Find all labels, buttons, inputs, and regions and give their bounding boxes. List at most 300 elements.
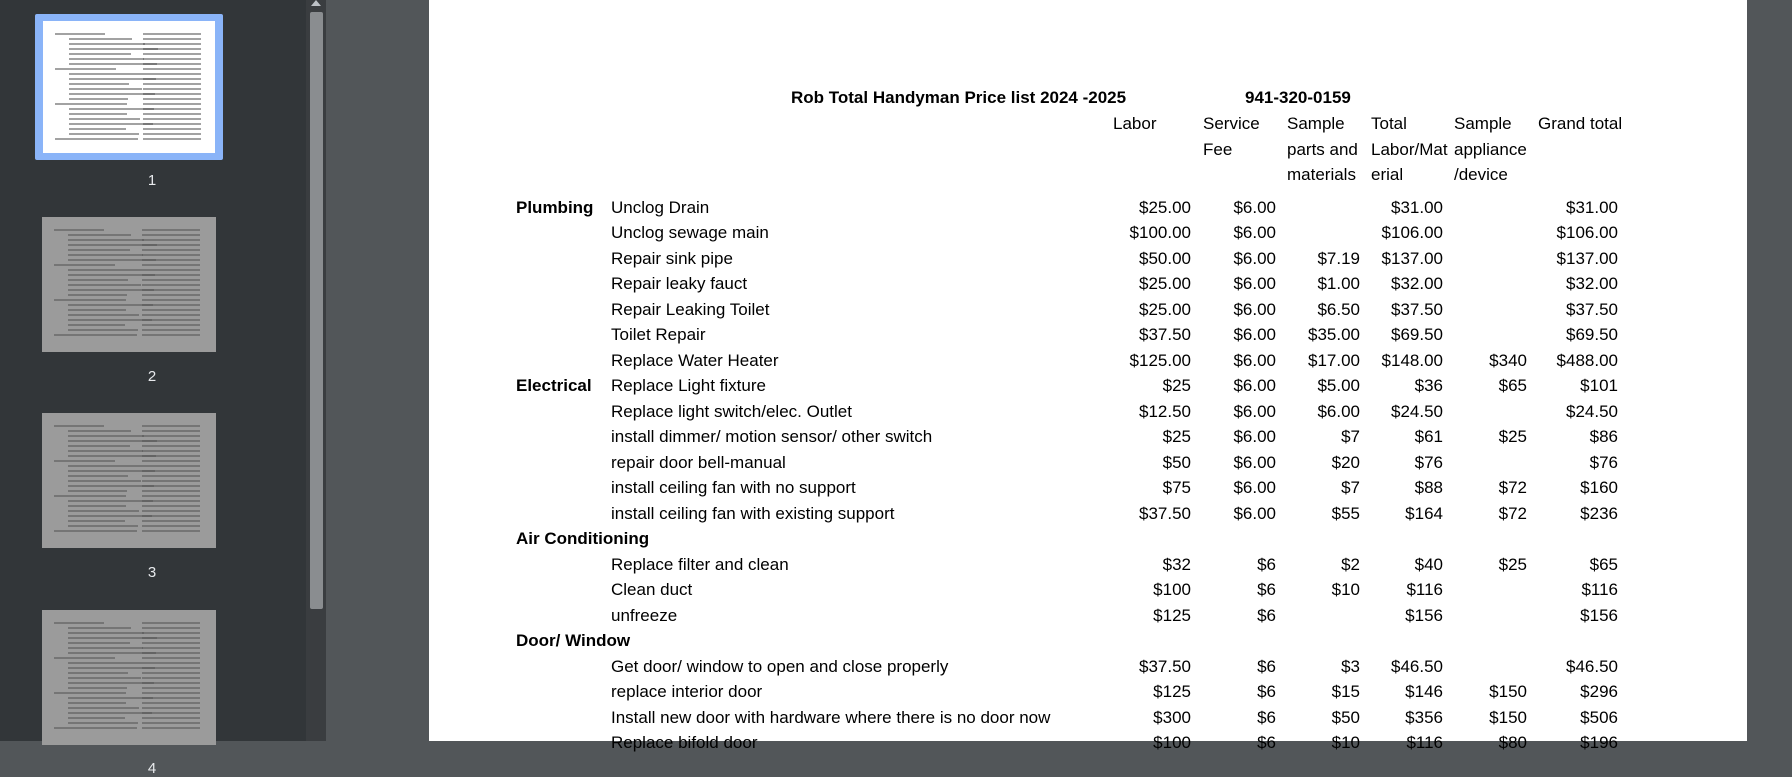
service-item: Replace light switch/elec. Outlet bbox=[611, 401, 852, 421]
thumbnail-text-line bbox=[68, 697, 153, 699]
price-cell: $6 bbox=[1257, 605, 1276, 625]
thumbnail-text-line bbox=[68, 249, 130, 251]
thumbnail-text-line bbox=[54, 334, 137, 336]
price-cell: $6.00 bbox=[1233, 376, 1276, 395]
thumbnail-text-line bbox=[142, 667, 200, 669]
thumbnail-text-line bbox=[142, 682, 200, 684]
column-header: Grand total bbox=[1538, 114, 1623, 133]
thumbnail-text-line bbox=[142, 470, 200, 472]
thumbnail-text-line bbox=[142, 289, 200, 291]
thumbnail-text-line bbox=[142, 712, 200, 714]
column-header: Service bbox=[1203, 114, 1260, 133]
price-cell: $69.50 bbox=[1391, 325, 1443, 344]
price-cell: $148.00 bbox=[1381, 350, 1443, 370]
thumbnail-text-line bbox=[68, 465, 142, 467]
price-cell: $37.50 bbox=[1566, 299, 1618, 319]
price-cell: $36 bbox=[1414, 376, 1443, 395]
price-cell: $116 bbox=[1406, 580, 1443, 599]
thumbnail-text-line bbox=[143, 138, 201, 140]
price-cell: $76 bbox=[1414, 452, 1443, 472]
thumbnail-text-line bbox=[54, 530, 137, 532]
thumbnail-text-line bbox=[142, 622, 200, 624]
thumbnail-text-line bbox=[142, 505, 200, 507]
thumbnail-text-line bbox=[143, 58, 201, 60]
phone-number: 941-320-0159 bbox=[1245, 88, 1351, 107]
thumbnail-text-line bbox=[54, 622, 104, 624]
thumbnail-text-line bbox=[68, 717, 125, 719]
thumbnail-text-line bbox=[142, 455, 200, 457]
price-cell: $5.00 bbox=[1317, 376, 1360, 395]
thumbnail-text-line bbox=[142, 269, 200, 271]
price-cell: $125.00 bbox=[1129, 350, 1191, 370]
price-cell: $6.00 bbox=[1233, 427, 1276, 446]
thumbnail-text-line bbox=[142, 284, 200, 286]
thumbnail-text-line bbox=[142, 637, 200, 639]
thumbnail-text-line bbox=[55, 68, 116, 70]
thumbnail-text-line bbox=[142, 440, 200, 442]
service-item: Repair leaky fauct bbox=[611, 274, 748, 293]
thumbnail-text-line bbox=[143, 103, 201, 105]
scrollbar-thumb[interactable] bbox=[310, 12, 323, 609]
thumbnail-text-line bbox=[143, 53, 201, 55]
thumbnail-page-image bbox=[43, 21, 215, 153]
price-cell: $10 bbox=[1331, 733, 1360, 752]
sidebar-scrollbar[interactable] bbox=[306, 0, 326, 741]
thumbnail-text-line bbox=[69, 98, 128, 100]
thumbnail-text-line bbox=[142, 647, 200, 649]
price-cell: $72 bbox=[1498, 478, 1527, 497]
thumbnail-text-line bbox=[142, 254, 200, 256]
thumbnail-text-line bbox=[142, 324, 200, 326]
thumbnail-text-line bbox=[143, 33, 201, 35]
price-cell: $25.00 bbox=[1139, 197, 1191, 217]
price-cell: $32.00 bbox=[1391, 274, 1443, 293]
column-header: erial bbox=[1371, 165, 1404, 184]
price-cell: $46.50 bbox=[1391, 656, 1443, 676]
price-cell: $15 bbox=[1331, 682, 1360, 701]
thumbnail-text-line bbox=[68, 279, 128, 281]
thumbnail-text-line bbox=[142, 687, 200, 689]
price-cell: $31.00 bbox=[1566, 197, 1618, 217]
thumbnail-text-line bbox=[69, 38, 132, 40]
price-cell: $55 bbox=[1331, 503, 1360, 523]
thumbnail-text-line bbox=[142, 234, 200, 236]
price-cell: $300 bbox=[1153, 707, 1191, 727]
thumbnail-text-line bbox=[142, 229, 200, 231]
thumbnail-text-line bbox=[54, 692, 126, 694]
thumbnail-text-line bbox=[55, 138, 138, 140]
price-cell: $6 bbox=[1257, 707, 1276, 727]
price-cell: $32 bbox=[1162, 554, 1191, 574]
thumbnail-text-line bbox=[142, 657, 200, 659]
thumbnail-text-line bbox=[68, 475, 128, 477]
thumbnail-text-line bbox=[68, 324, 125, 326]
price-cell: $6.00 bbox=[1233, 478, 1276, 497]
price-cell: $6 bbox=[1257, 682, 1276, 701]
thumbnail-text-line bbox=[142, 642, 200, 644]
thumbnail-text-line bbox=[68, 525, 138, 527]
price-cell: $100 bbox=[1153, 733, 1191, 752]
thumbnail-text-line bbox=[68, 505, 126, 507]
thumbnail-text-line bbox=[68, 309, 126, 311]
thumbnail-text-line bbox=[142, 249, 200, 251]
thumbnail-text-line bbox=[142, 460, 200, 462]
price-cell: $6 bbox=[1257, 656, 1276, 676]
price-cell: $86 bbox=[1589, 427, 1618, 446]
thumbnail-text-line bbox=[143, 93, 201, 95]
price-cell: $12.50 bbox=[1139, 401, 1191, 421]
thumbnail-text-line bbox=[54, 425, 104, 427]
price-cell: $37.50 bbox=[1139, 656, 1191, 676]
price-cell: $50 bbox=[1162, 452, 1191, 472]
thumbnail-text-line bbox=[68, 435, 144, 437]
price-cell: $10 bbox=[1331, 580, 1360, 599]
column-header: Labor/Mat bbox=[1371, 139, 1448, 159]
thumbnail-text-line bbox=[54, 264, 115, 266]
page-number-label: 3 bbox=[147, 564, 157, 581]
thumbnail-text-line bbox=[143, 88, 201, 90]
thumbnail-sidebar bbox=[0, 0, 306, 777]
scroll-up-arrow-icon[interactable] bbox=[311, 0, 321, 6]
category-label: Air Conditioning bbox=[516, 529, 650, 548]
thumbnail-text-line bbox=[68, 632, 144, 634]
price-cell: $31.00 bbox=[1391, 197, 1443, 217]
thumbnail-text-line bbox=[69, 43, 145, 45]
price-cell: $6 bbox=[1257, 733, 1276, 752]
price-cell: $6.00 bbox=[1233, 350, 1276, 370]
price-cell: $150 bbox=[1489, 682, 1527, 701]
service-item: Repair sink pipe bbox=[611, 248, 733, 268]
thumbnail-text-line bbox=[68, 445, 130, 447]
price-cell: $61 bbox=[1414, 427, 1443, 446]
thumbnail-text-line bbox=[142, 520, 200, 522]
price-cell: $6.00 bbox=[1233, 503, 1276, 523]
price-cell: $196 bbox=[1580, 733, 1618, 752]
document-title: Rob Total Handyman Price list 2024 -2025 bbox=[791, 88, 1127, 107]
thumbnail-text-line bbox=[68, 430, 131, 432]
column-header: /device bbox=[1454, 165, 1508, 184]
thumbnail-text-line bbox=[68, 662, 142, 664]
price-cell: $146 bbox=[1405, 682, 1443, 701]
thumbnail-text-line bbox=[142, 662, 200, 664]
price-cell: $46.50 bbox=[1566, 656, 1618, 676]
thumbnail-text-line bbox=[68, 314, 139, 316]
price-cell: $40 bbox=[1414, 554, 1443, 574]
thumbnail-text-line bbox=[142, 627, 200, 629]
price-cell: $106.00 bbox=[1556, 223, 1618, 242]
thumbnail-text-line bbox=[142, 279, 200, 281]
thumbnail-text-line bbox=[54, 495, 126, 497]
service-item: install ceiling fan with existing support bbox=[611, 503, 895, 523]
thumbnail-text-line bbox=[142, 304, 200, 306]
price-cell: $7 bbox=[1341, 427, 1360, 446]
thumbnail-preview[interactable] bbox=[42, 413, 216, 548]
thumbnail-text-line bbox=[69, 88, 142, 90]
price-cell: $37.50 bbox=[1139, 503, 1191, 523]
price-cell: $100 bbox=[1153, 580, 1191, 599]
thumbnail-text-line bbox=[69, 108, 154, 110]
thumbnail-text-line bbox=[142, 632, 200, 634]
price-cell: $506 bbox=[1580, 707, 1618, 727]
thumbnail-text-line bbox=[143, 98, 201, 100]
thumbnail-text-line bbox=[68, 294, 127, 296]
price-cell: $160 bbox=[1580, 478, 1618, 497]
thumbnail-text-line bbox=[143, 43, 201, 45]
price-cell: $236 bbox=[1580, 503, 1618, 523]
thumbnail-text-line bbox=[142, 294, 200, 296]
thumbnail-text-line bbox=[68, 702, 126, 704]
price-cell: $6.50 bbox=[1317, 299, 1360, 319]
thumbnail-text-line bbox=[142, 500, 200, 502]
thumbnail-preview[interactable] bbox=[42, 217, 216, 352]
thumbnail-text-line bbox=[69, 113, 127, 115]
price-cell: $76 bbox=[1589, 452, 1618, 472]
thumbnail-text-line bbox=[54, 657, 115, 659]
thumbnail-text-line bbox=[54, 299, 126, 301]
price-cell: $24.50 bbox=[1566, 401, 1618, 421]
document-page bbox=[429, 0, 1747, 752]
price-cell: $65 bbox=[1498, 376, 1527, 395]
column-header: appliance bbox=[1454, 139, 1527, 159]
price-cell: $6.00 bbox=[1233, 223, 1276, 242]
price-cell: $69.50 bbox=[1566, 325, 1618, 344]
thumbnail-text-line bbox=[68, 647, 143, 649]
thumbnail-text-line bbox=[142, 244, 200, 246]
price-cell: $2 bbox=[1341, 554, 1360, 574]
thumbnail-text-line bbox=[68, 515, 152, 517]
thumbnail-text-line bbox=[142, 530, 200, 532]
price-cell: $7 bbox=[1341, 478, 1360, 497]
column-header: Labor bbox=[1113, 114, 1157, 133]
price-cell: $7.19 bbox=[1317, 248, 1360, 268]
price-cell: $6 bbox=[1257, 554, 1276, 574]
service-item: replace interior door bbox=[611, 682, 763, 701]
price-cell: $101 bbox=[1580, 376, 1618, 395]
thumbnail-text-line bbox=[142, 319, 200, 321]
price-cell: $296 bbox=[1580, 682, 1618, 701]
thumbnail-text-line bbox=[143, 78, 201, 80]
price-cell: $25.00 bbox=[1139, 274, 1191, 293]
thumbnail-text-line bbox=[142, 677, 200, 679]
price-cell: $35.00 bbox=[1308, 325, 1360, 344]
thumbnail-text-line bbox=[142, 672, 200, 674]
price-cell: $32.00 bbox=[1566, 274, 1618, 293]
price-cell: $25 bbox=[1498, 427, 1527, 446]
service-item: install dimmer/ motion sensor/ other switch bbox=[611, 427, 933, 446]
thumbnail-text-line bbox=[143, 133, 201, 135]
category-label: Door/ Window bbox=[516, 631, 631, 650]
thumbnail-text-line bbox=[68, 672, 128, 674]
thumbnail-text-line bbox=[142, 692, 200, 694]
price-cell: $6.00 bbox=[1233, 401, 1276, 421]
price-cell: $25 bbox=[1162, 427, 1191, 446]
thumbnail-text-line bbox=[142, 490, 200, 492]
price-cell: $125 bbox=[1153, 682, 1191, 701]
category-label: Plumbing bbox=[516, 197, 594, 217]
thumbnail-text-line bbox=[142, 480, 200, 482]
thumbnail-text-line bbox=[69, 133, 139, 135]
thumbnail-text-line bbox=[68, 707, 139, 709]
thumbnail-text-line bbox=[54, 460, 115, 462]
thumbnail-text-line bbox=[68, 304, 153, 306]
thumbnail-text-line bbox=[142, 264, 200, 266]
thumbnail-text-line bbox=[68, 500, 153, 502]
thumbnail-text-line bbox=[142, 697, 200, 699]
thumbnail-text-line bbox=[142, 702, 200, 704]
column-header: Total bbox=[1371, 114, 1407, 133]
thumbnail-text-line bbox=[142, 309, 200, 311]
thumbnail-text-line bbox=[69, 53, 131, 55]
thumbnail-text-line bbox=[68, 319, 152, 321]
price-cell: $340 bbox=[1489, 350, 1527, 370]
thumbnail-text-line bbox=[142, 515, 200, 517]
price-cell: $3 bbox=[1341, 656, 1360, 676]
page-number-label: 1 bbox=[147, 172, 157, 189]
thumbnail-text-line bbox=[143, 38, 201, 40]
price-cell: $50 bbox=[1331, 707, 1360, 727]
thumbnail-text-line bbox=[69, 73, 143, 75]
thumbnail-text-line bbox=[69, 58, 144, 60]
thumbnail-text-line bbox=[142, 525, 200, 527]
price-cell: $6 bbox=[1257, 580, 1276, 599]
thumbnail-text-line bbox=[68, 450, 143, 452]
column-header: Sample bbox=[1287, 114, 1345, 133]
thumbnail-text-line bbox=[143, 48, 201, 50]
thumbnail-text-line bbox=[143, 83, 201, 85]
service-item: repair door bell-manual bbox=[611, 452, 786, 472]
price-cell: $88 bbox=[1414, 478, 1443, 497]
thumbnail-text-line bbox=[142, 722, 200, 724]
thumbnail-text-line bbox=[69, 123, 153, 125]
thumbnail-text-line bbox=[143, 63, 201, 65]
price-cell: $25 bbox=[1498, 554, 1527, 574]
price-cell: $6.00 bbox=[1233, 299, 1276, 319]
service-item: Repair Leaking Toilet bbox=[611, 299, 770, 319]
thumbnail-text-line bbox=[142, 652, 200, 654]
thumbnail-text-line bbox=[69, 128, 126, 130]
thumbnail-text-line bbox=[68, 239, 144, 241]
price-cell: $6.00 bbox=[1317, 401, 1360, 421]
price-cell: $116 bbox=[1581, 580, 1618, 599]
thumbnail-text-line bbox=[54, 229, 104, 231]
thumbnail-text-line bbox=[142, 329, 200, 331]
thumbnail-text-line bbox=[68, 480, 141, 482]
service-item: Toilet Repair bbox=[611, 325, 706, 344]
service-item: Unclog Drain bbox=[611, 197, 710, 217]
column-header: parts and bbox=[1287, 139, 1358, 159]
thumbnail-text-line bbox=[142, 425, 200, 427]
price-cell: $116 bbox=[1406, 733, 1443, 752]
thumbnail-preview[interactable] bbox=[42, 610, 216, 745]
price-cell: $50.00 bbox=[1139, 248, 1191, 268]
price-cell: $156 bbox=[1405, 605, 1443, 625]
price-cell: $137.00 bbox=[1556, 248, 1618, 268]
thumbnail-text-line bbox=[143, 73, 201, 75]
thumbnail-text-line bbox=[68, 254, 143, 256]
price-cell: $150 bbox=[1489, 707, 1527, 727]
thumbnail-text-line bbox=[142, 314, 200, 316]
thumbnail-text-line bbox=[143, 128, 201, 130]
thumbnail-text-line bbox=[142, 430, 200, 432]
thumbnail-text-line bbox=[69, 118, 140, 120]
thumbnail-text-line bbox=[68, 284, 141, 286]
price-cell: $6.00 bbox=[1233, 197, 1276, 217]
price-cell: $164 bbox=[1405, 503, 1443, 523]
price-cell: $80 bbox=[1498, 733, 1527, 752]
thumbnail-text-line bbox=[142, 717, 200, 719]
thumbnail-text-line bbox=[142, 485, 200, 487]
thumbnail-text-line bbox=[143, 123, 201, 125]
service-item: Replace Light fixture bbox=[611, 376, 766, 395]
price-cell: $106.00 bbox=[1381, 223, 1443, 242]
thumbnail-text-line bbox=[142, 445, 200, 447]
price-cell: $25 bbox=[1162, 376, 1191, 395]
thumbnail-text-line bbox=[142, 259, 200, 261]
price-cell: $75 bbox=[1162, 478, 1191, 497]
thumbnail-text-line bbox=[68, 722, 138, 724]
thumbnail-text-line bbox=[68, 627, 131, 629]
thumbnail-text-line bbox=[143, 108, 201, 110]
service-item: Unclog sewage main bbox=[611, 223, 769, 242]
thumbnail-text-line bbox=[68, 520, 125, 522]
price-cell: $25.00 bbox=[1139, 299, 1191, 319]
price-cell: $156 bbox=[1580, 605, 1618, 625]
thumbnail-text-line bbox=[142, 239, 200, 241]
thumbnail-text-line bbox=[142, 465, 200, 467]
service-item: Replace bifold door bbox=[611, 733, 758, 752]
price-cell: $6.00 bbox=[1233, 248, 1276, 268]
service-item: unfreeze bbox=[611, 605, 678, 625]
thumbnail-text-line bbox=[142, 450, 200, 452]
price-cell: $6.00 bbox=[1233, 274, 1276, 293]
thumbnail-text-line bbox=[142, 727, 200, 729]
thumbnail-text-line bbox=[68, 677, 141, 679]
thumbnail-preview[interactable] bbox=[35, 14, 223, 160]
price-cell: $100.00 bbox=[1129, 223, 1191, 242]
thumbnail-text-line bbox=[68, 234, 131, 236]
price-cell: $356 bbox=[1405, 707, 1443, 727]
thumbnail-text-line bbox=[68, 642, 130, 644]
thumbnail-text-line bbox=[143, 113, 201, 115]
service-item: Get door/ window to open and close properly bbox=[611, 656, 949, 676]
price-cell: $6.00 bbox=[1233, 325, 1276, 344]
service-item: Replace filter and clean bbox=[611, 554, 789, 574]
thumbnail-text-line bbox=[142, 707, 200, 709]
price-cell: $6.00 bbox=[1233, 452, 1276, 472]
price-cell: $1.00 bbox=[1317, 274, 1360, 293]
thumbnail-text-line bbox=[142, 510, 200, 512]
price-cell: $72 bbox=[1498, 503, 1527, 523]
thumbnail-text-line bbox=[68, 510, 139, 512]
column-header: materials bbox=[1287, 165, 1356, 184]
thumbnail-text-line bbox=[68, 329, 138, 331]
service-item: Replace Water Heater bbox=[611, 350, 779, 370]
price-cell: $20 bbox=[1331, 452, 1360, 472]
price-cell: $24.50 bbox=[1391, 401, 1443, 421]
price-cell: $17.00 bbox=[1308, 350, 1360, 370]
thumbnail-text-line bbox=[143, 118, 201, 120]
price-cell: $488.00 bbox=[1556, 350, 1618, 370]
column-header: Fee bbox=[1203, 139, 1233, 159]
price-cell: $125 bbox=[1153, 605, 1191, 625]
page-number-label: 2 bbox=[147, 368, 157, 385]
thumbnail-text-line bbox=[142, 495, 200, 497]
price-cell: $37.50 bbox=[1139, 325, 1191, 344]
service-item: install ceiling fan with no support bbox=[611, 478, 856, 497]
category-label: Electrical bbox=[516, 376, 592, 395]
page-number-label: 4 bbox=[147, 760, 157, 777]
thumbnail-text-line bbox=[68, 712, 152, 714]
